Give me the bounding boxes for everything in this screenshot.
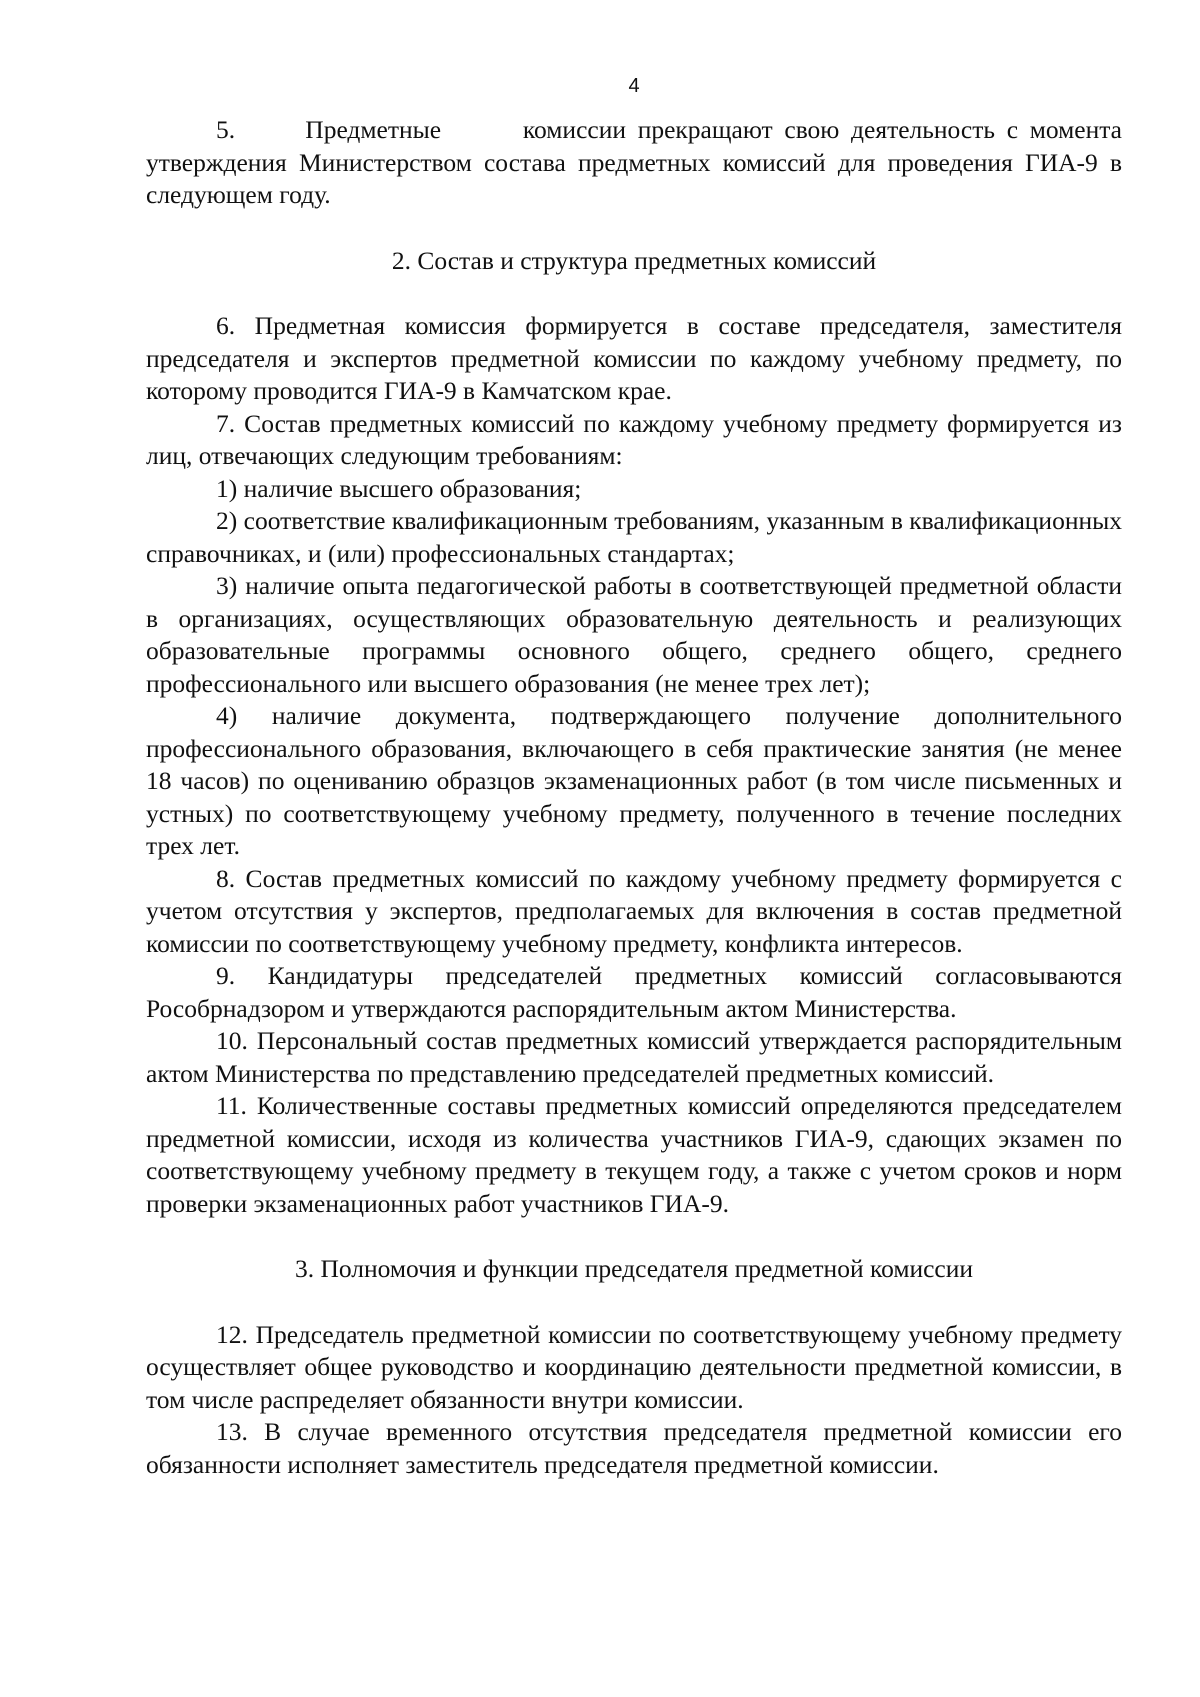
- paragraph-12: 12. Председатель предметной комиссии по соответствующему учебному предмету осуществляет общее руководство и координацию деятельности предметной комиссии, в том числе распределяет обязанности внутри комиссии.: [146, 1319, 1122, 1414]
- page-number: 4: [628, 75, 640, 97]
- requirement-2: 2) соответствие квалификационным требованиям, указанным в квалификационных справочниках, и (или) профессиональных стандартах;: [146, 506, 1122, 568]
- requirement-3: 3) наличие опыта педагогической работы в соответствующей предметной области в организациях, осуществляющих образовательную деятельность и реализующих образовательные программы основного общего, среднего общего, среднего профессионального или высшего образования (не менее трех лет);: [146, 571, 1122, 698]
- section-2-body: [146, 310, 1122, 1220]
- paragraph-10: 10. Персональный состав предметных комиссий утверждается распорядительным актом Министерства по представлению председателей предметных комиссий.: [146, 1026, 1122, 1088]
- paragraph-5: 5. Предметные комиссии прекращают свою деятельность с момента утверждения Министерством состава предметных комиссий для проведения ГИА-9 в следующем году.: [146, 115, 1122, 209]
- document-body: [146, 114, 1122, 1481]
- paragraph-7: 7. Состав предметных комиссий по каждому учебному предмету формируется из лиц, отвечающих следующим требованиям:: [146, 408, 1122, 470]
- requirement-4: 4) наличие документа, подтверждающего получение дополнительного профессионального образования, включающего в себя практические занятия (не менее 18 часов) по оцениванию образцов экзаменационных работ (в том числе письменных и устных) по соответствующему учебному предмету, полученного в течение последних трех лет.: [146, 701, 1122, 860]
- paragraph-9: 9. Кандидатуры председателей предметных комиссий согласовываются Рособрнадзором и утверждаются распорядительным актом Министерства.: [146, 961, 1122, 1023]
- paragraph-6: 6. Предметная комиссия формируется в составе председателя, заместителя председателя и экспертов предметной комиссии по каждому учебному предмету, по которому проводится ГИА-9 в Камчатском крае.: [146, 311, 1122, 405]
- section-2-heading: 2. Состав и структура предметных комиссий: [391, 245, 877, 275]
- requirement-1: 1) наличие высшего образования;: [216, 473, 582, 503]
- section-3-body: [146, 1319, 1122, 1482]
- paragraph-11: 11. Количественные составы предметных комиссий определяются председателем предметной комиссии, исходя из количества участников ГИА-9, сдающих экзамен по соответствующему учебному предмету в текущем году, а также с учетом сроков и норм проверки экзаменационных работ участников ГИА-9.: [146, 1091, 1122, 1218]
- section-3-heading: 3. Полномочия и функции председателя предметной комиссии: [294, 1254, 974, 1283]
- paragraph-8: 8. Состав предметных комиссий по каждому учебному предмету формируется с учетом отсутствия у экспертов, предполагаемых для включения в состав предметной комиссии по соответствующему учебному предмету, конфликта интересов.: [146, 863, 1122, 958]
- paragraph-13: 13. В случае временного отсутствия председателя предметной комиссии его обязанности исполняет заместитель председателя предметной комиссии.: [146, 1417, 1122, 1479]
